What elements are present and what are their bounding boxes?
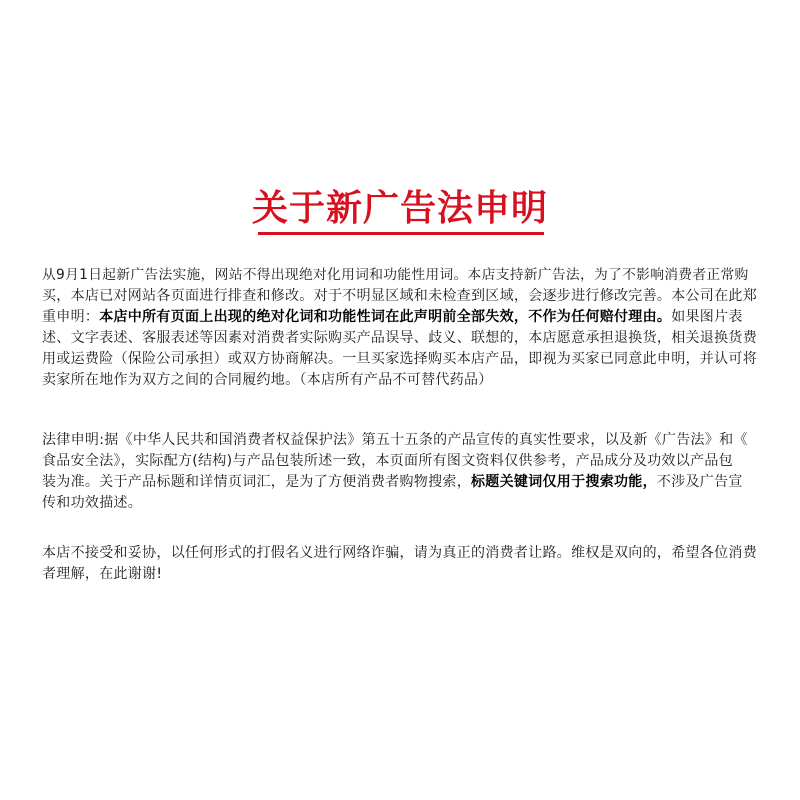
paragraph-ad-law-statement — [42, 265, 760, 391]
paragraph-line: 用或运费险（保险公司承担）或双方协商解决。一旦买家选择购买本店产品，即视为买家已同意此申明，并认可将 — [42, 351, 757, 367]
line-text: 重申明： — [42, 309, 100, 325]
emphasis-text: 标题关键词仅用于搜索功能， — [471, 474, 657, 490]
paragraph-line: 从9月1日起新广告法实施，网站不得出现绝对化用词和功能性用词。本店支持新广告法，为了不影响消费者正常购 — [42, 267, 749, 283]
paragraph-line: 食品安全法》，实际配方(结构)与产品包装所述一致，本页面所有图文资料仅供参考，产品成分及功效以产品包 — [42, 453, 733, 469]
paragraph-line-with-emphasis — [42, 472, 760, 493]
page-title: 关于新广告法申明 — [251, 188, 548, 229]
paragraph-line: 者理解，在此谢谢! — [42, 566, 163, 582]
title-block — [0, 186, 800, 232]
line-text: 装为准。关于产品标题和详情页词汇，是为了方便消费者购物搜索， — [42, 474, 471, 490]
paragraph-line: 述、文字表述、客服表述等因素对消费者实际购买产品误导、歧义、联想的，本店愿意承担退换货，相关退换货费 — [42, 330, 757, 346]
line-text: 不涉及广告宣 — [656, 474, 743, 490]
emphasis-text: 本店中所有页面上出现的绝对化词和功能性词在此声明前全部失效，不作为任何赔付理由。 — [99, 309, 672, 325]
paragraph-line: 买，本店已对网站各页面进行排查和修改。对于不明显区域和未检查到区域，会逐步进行修改完善。本公司在此郑 — [42, 288, 757, 304]
paragraph-line: 卖家所在地作为双方之间的合同履约地。（本店所有产品不可替代药品） — [42, 372, 493, 388]
line-text: 如果图片表 — [671, 309, 743, 325]
paragraph-legal-statement — [42, 430, 760, 514]
paragraph-line: 法律申明:据《中华人民共和国消费者权益保护法》第五十五条的产品宣传的真实性要求，以及新《广告法》和《 — [42, 432, 748, 448]
paragraph-anti-fraud-notice — [42, 543, 760, 585]
paragraph-line: 本店不接受和妥协，以任何形式的打假名义进行网络诈骗，请为真正的消费者让路。维权是双向的，希望各位消费 — [42, 545, 757, 561]
paragraph-line: 传和功效描述。 — [42, 495, 143, 511]
paragraph-line-with-emphasis — [42, 307, 760, 328]
title-underline — [258, 232, 544, 235]
